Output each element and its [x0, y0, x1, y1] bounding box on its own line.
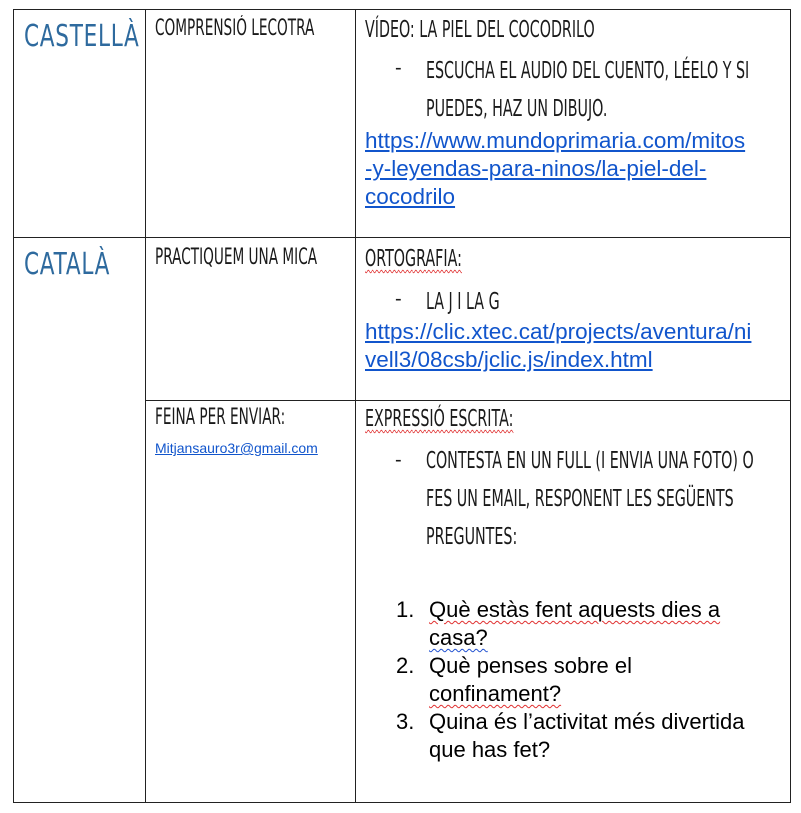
link-line[interactable]: vell3/08csb/jclic.js/index.html — [365, 347, 653, 372]
row-divider-1 — [13, 237, 791, 238]
list-item: 3. Quina és l’activitat més divertida que has fet? — [396, 709, 745, 762]
subject-castella: CASTELLÀ — [24, 19, 140, 54]
link-line[interactable]: -y-leyendas-para-ninos/la-piel-del- — [365, 156, 707, 181]
link-line[interactable]: https://www.mundoprimaria.com/mitos — [365, 128, 746, 153]
link-clic-xtec[interactable] — [365, 318, 751, 374]
heading-ortografia-text: ORTOGRAFIA: — [365, 246, 462, 272]
activity-practiquem: PRACTIQUEM UNA MICA — [155, 245, 318, 270]
activity-feina-per-enviar: FEINA PER ENVIAR: — [155, 405, 286, 430]
questions-list — [396, 596, 744, 764]
heading-ortografia — [365, 246, 462, 272]
table-border-left — [13, 9, 14, 803]
link-line[interactable]: cocodrilo — [365, 184, 456, 209]
list-item: 2. Què penses sobre el confinament? — [396, 653, 633, 706]
link-line[interactable]: https://clic.xtec.cat/projects/aventura/ni — [365, 319, 752, 344]
instruction-contesta: CONTESTA EN UN FULL (I ENVIA UNA FOTO) O FES UN EMAIL, RESPONENT LES SEGÜENTS PREGUNTES: — [426, 448, 754, 550]
instruction-j-g: LA J I LA G — [426, 289, 500, 315]
subject-catala: CATALÀ — [24, 247, 111, 282]
column-divider-1 — [145, 9, 146, 803]
list-item: 1. Què estàs fent aquests dies a casa? — [396, 597, 721, 650]
bullet-dash: - — [395, 449, 402, 471]
bullet-dash: - — [395, 57, 402, 79]
email-link[interactable]: Mitjansauro3r@gmail.com — [155, 440, 318, 456]
activities-table — [13, 9, 791, 803]
activity-comprensio-lectora: COMPRENSIÓ LECOTRA — [155, 16, 315, 41]
table-border-top — [13, 9, 791, 10]
column-divider-2 — [355, 9, 356, 803]
heading-expressio-escrita — [365, 406, 513, 432]
table-border-right — [790, 9, 791, 803]
row-divider-2 — [145, 400, 791, 401]
bullet-dash: - — [395, 288, 402, 310]
heading-expressio-text: EXPRESSIÓ ESCRITA: — [365, 406, 514, 432]
table-border-bottom — [13, 802, 791, 803]
heading-video: VÍDEO: LA PIEL DEL COCODRILO — [365, 17, 595, 43]
email-contact[interactable] — [155, 440, 318, 458]
instruction-escucha: ESCUCHA EL AUDIO DEL CUENTO, LÉELO Y SI PUEDES, HAZ UN DIBUJO. — [426, 58, 750, 122]
link-mundoprimaria[interactable] — [365, 127, 745, 211]
